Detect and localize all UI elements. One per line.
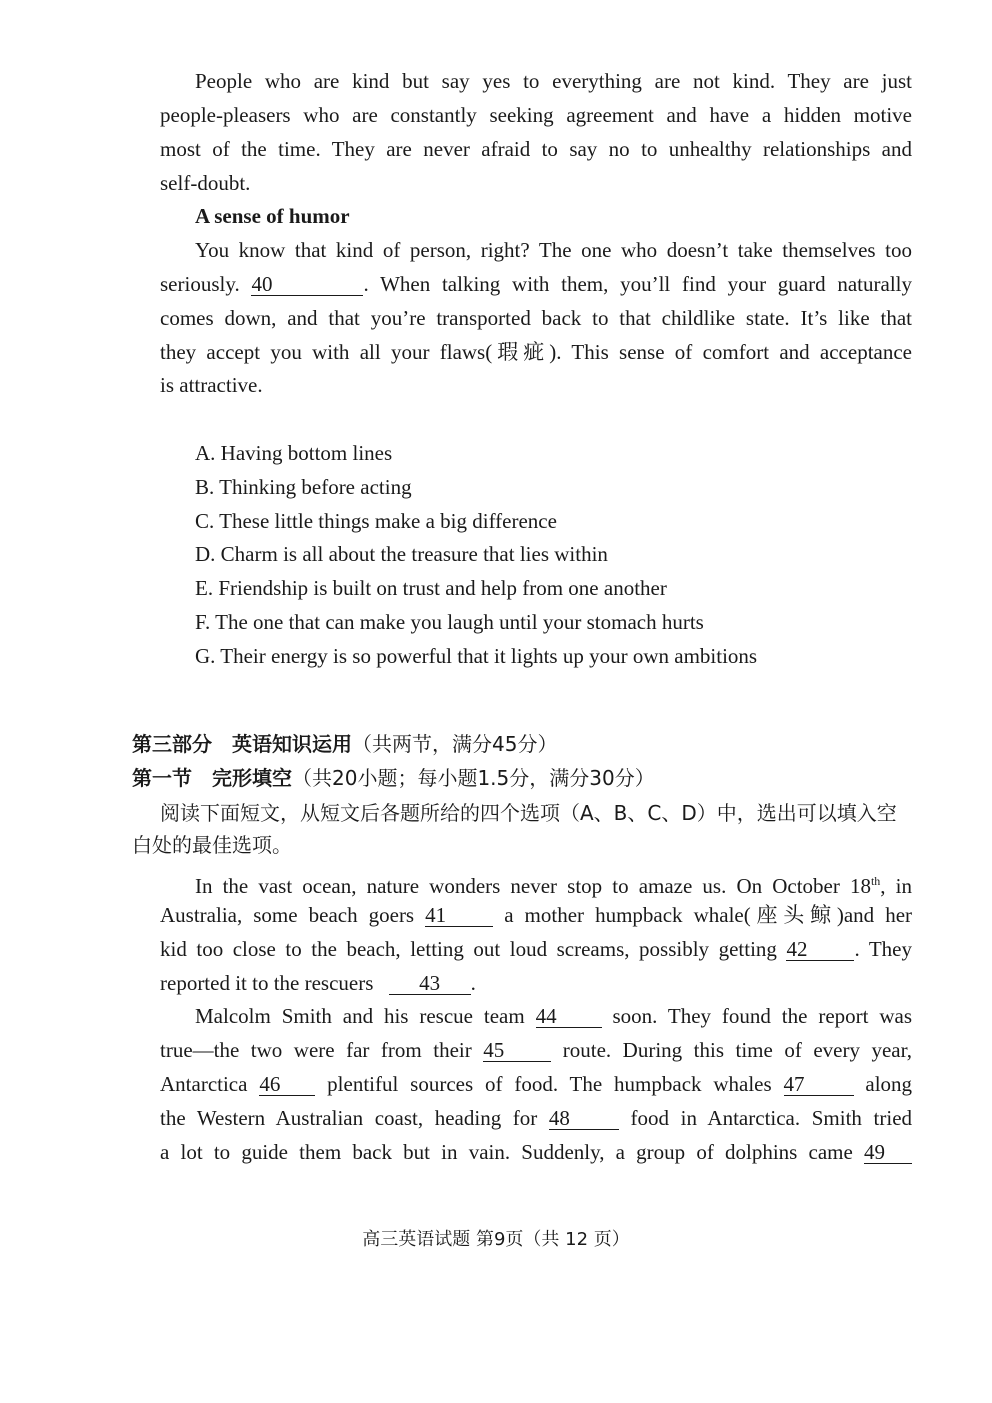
- section-one-title-bold: 第一节 完形填空: [132, 766, 292, 790]
- option-g: G. Their energy is so powerful that it lights up your own ambitions: [195, 644, 758, 668]
- section-heading: A sense of humor: [195, 204, 350, 228]
- cloze-line: [160, 932, 912, 966]
- blank-47[interactable]: 47: [784, 1073, 854, 1096]
- cloze-line: [160, 898, 912, 932]
- text-segment: route. During this time of every year,: [562, 1038, 912, 1062]
- cloze-line: [195, 864, 912, 898]
- text-segment: along: [865, 1072, 912, 1096]
- blank-45[interactable]: 45: [483, 1039, 551, 1062]
- text-segment: . They: [854, 937, 912, 961]
- cloze-line: [195, 999, 912, 1033]
- superscript: th: [870, 874, 881, 888]
- option-b: B. Thinking before acting: [195, 475, 412, 499]
- paragraph-line-with-blank: [160, 267, 912, 301]
- paragraph-line: People who are kind but say yes to everything are not kind. They are just: [195, 69, 912, 93]
- option-e: E. Friendship is built on trust and help from one another: [195, 576, 667, 600]
- blank-41[interactable]: 41: [425, 904, 493, 927]
- text-segment: Antarctica: [160, 1072, 248, 1096]
- blank-49[interactable]: 49: [864, 1141, 912, 1164]
- paragraph-line: comes down, and that you’re transported back to that childlike state. It’s like that: [160, 306, 912, 330]
- cloze-line: [160, 1033, 912, 1067]
- paragraph-line: most of the time. They are never afraid to say no to unhealthy relationships and: [160, 137, 912, 161]
- text-segment: a lot to guide them back but in vain. Suddenly, a group of dolphins came: [160, 1140, 853, 1164]
- text-segment: soon. They found the report was: [612, 1004, 912, 1028]
- section-one-title-note: （共20小题；每小题1.5分，满分30分）: [292, 766, 655, 790]
- blank-48[interactable]: 48: [549, 1107, 619, 1130]
- paragraph-line: self-doubt.: [160, 171, 251, 195]
- part-three-title-note: （共两节，满分45分）: [352, 732, 558, 756]
- text-segment: , in: [880, 874, 912, 898]
- cloze-line: [160, 966, 912, 1000]
- blank-44[interactable]: 44: [536, 1005, 602, 1028]
- text-segment: the Western Australian coast, heading for: [160, 1106, 538, 1130]
- cloze-line: [160, 1101, 912, 1135]
- cloze-line: [160, 1135, 912, 1169]
- blank-42[interactable]: 42: [786, 938, 854, 961]
- cloze-line: [160, 1067, 912, 1101]
- text-segment: plentiful sources of food. The humpback whales: [327, 1072, 772, 1096]
- text-segment: seriously.: [160, 272, 240, 296]
- blank-43[interactable]: 43: [389, 972, 471, 995]
- text-segment: In the vast ocean, nature wonders never stop to amaze us. On October 18: [195, 874, 871, 898]
- option-a: A. Having bottom lines: [195, 441, 393, 465]
- page-footer: 高三英语试题 第9页（共 12 页）: [362, 1229, 630, 1250]
- option-c: C. These little things make a big difference: [195, 509, 557, 533]
- instruction-text: 阅读下面短文，从短文后各题所给的四个选项（A、B、C、D）中，选出可以填入空白处的最佳选项。: [132, 801, 897, 857]
- text-segment: .: [470, 971, 476, 995]
- part-three-title: [132, 728, 557, 760]
- text-segment: Australia, some beach goers: [160, 903, 415, 927]
- paragraph-line: is attractive.: [160, 373, 263, 397]
- text-segment: kid too close to the beach, letting out loud screams, possibly getting: [160, 937, 777, 961]
- text-segment: food in Antarctica. Smith tried: [630, 1106, 912, 1130]
- text-segment: reported it to the rescuers: [160, 971, 374, 995]
- part-three-title-bold: 第三部分 英语知识运用: [132, 732, 352, 756]
- option-f: F. The one that can make you laugh until your stomach hurts: [195, 610, 704, 634]
- text-segment: a mother humpback whale(座头鲸)and her: [504, 903, 912, 927]
- text-segment: true—the two were far from their: [160, 1038, 472, 1062]
- blank-46[interactable]: 46: [259, 1073, 315, 1096]
- text-segment: . When talking with them, you’ll find your guard naturally: [363, 272, 912, 296]
- paragraph-line: You know that kind of person, right? The one who doesn’t take themselves too: [195, 238, 912, 262]
- paragraph-line: people-pleasers who are constantly seeking agreement and have a hidden motive: [160, 103, 912, 127]
- blank-40[interactable]: 40: [251, 273, 363, 296]
- paragraph-line: they accept you with all your flaws(瑕疵). This sense of comfort and acceptance: [160, 340, 912, 364]
- section-one-title: [132, 762, 655, 794]
- option-d: D. Charm is all about the treasure that lies within: [195, 542, 608, 566]
- text-segment: Malcolm Smith and his rescue team: [195, 1004, 525, 1028]
